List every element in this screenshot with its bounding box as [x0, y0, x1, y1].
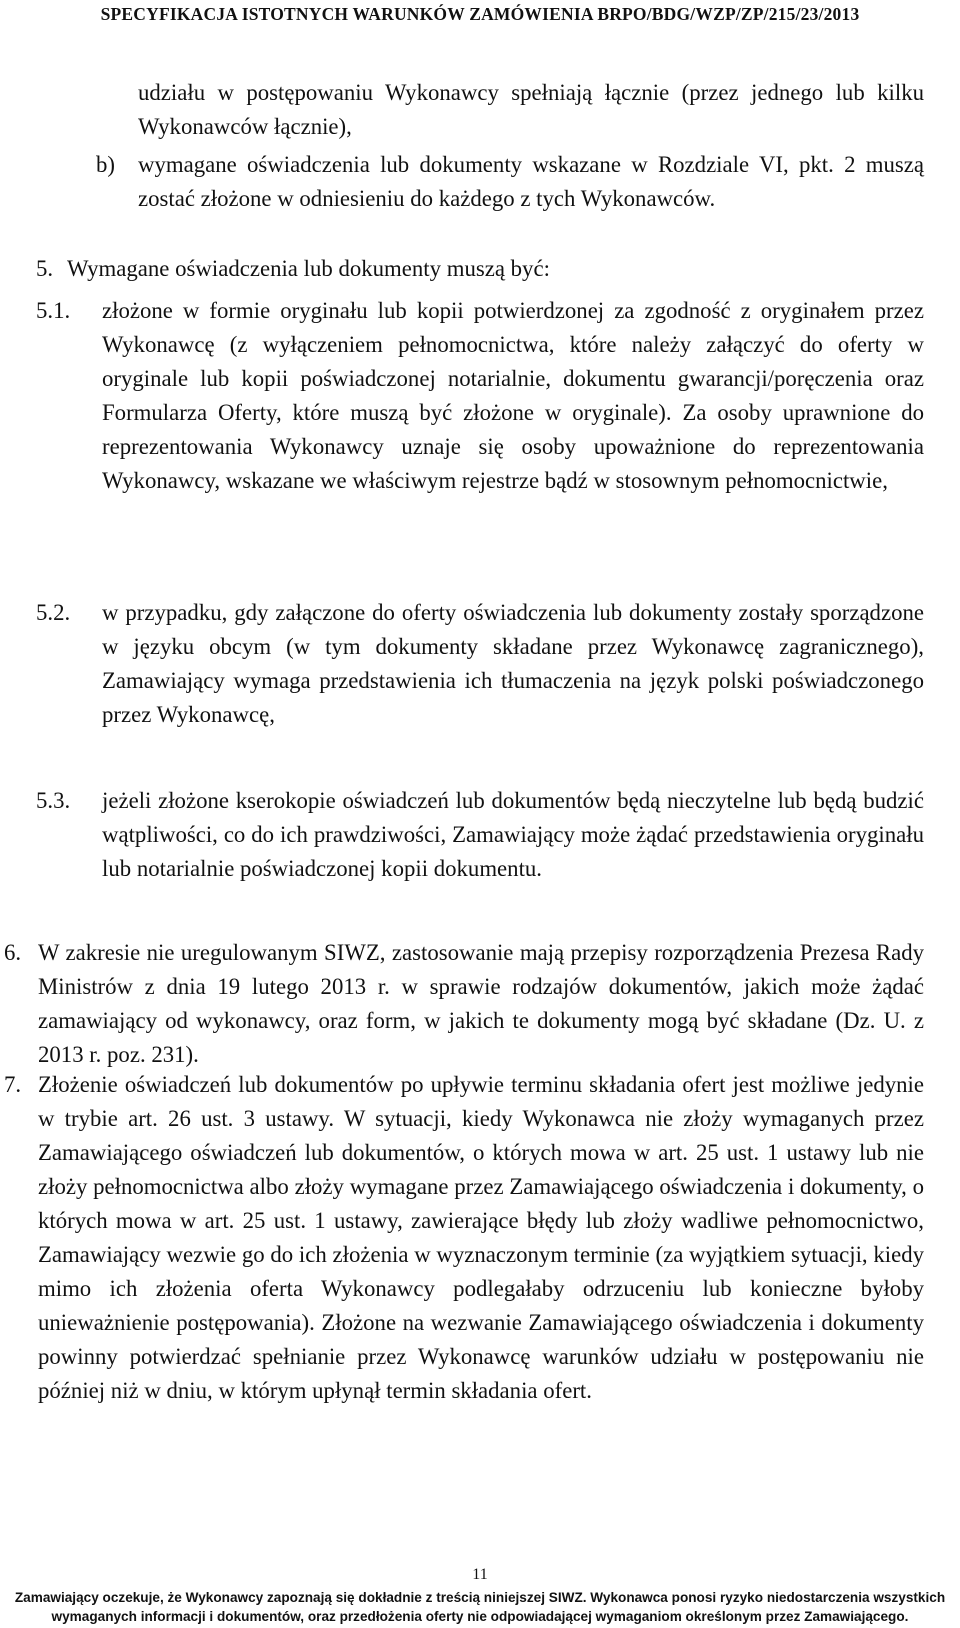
item-5-3-text: jeżeli złożone kserokopie oświadczeń lub dokumentów będą nieczytelne lub będą budzić wątpliwości, co do ich prawdziwości, Zamawiający może żądać przedstawienia oryginału lub notarialnie poświadczonej kopii dokumentu.	[102, 788, 924, 881]
item-b-text: wymagane oświadczenia lub dokumenty wskazane w Rozdziale VI, pkt. 2 muszą zostać złożone w odniesieniu do każdego z tych Wykonawców.	[138, 152, 924, 211]
item-5-text: Wymagane oświadczenia lub dokumenty muszą być:	[67, 256, 550, 281]
item-7-text: Złożenie oświadczeń lub dokumentów po upływie terminu składania ofert jest możliwe jedynie w trybie art. 26 ust. 3 ustawy. W sytuacji, kiedy Wykonawca nie złoży wymaganych przez Zamawiającego oświadczeń lub dokumentów, o których mowa w art. 25 ust. 1 ustawy lub nie złoży pełnomocnictwa albo złoży wymagane przez Zamawiającego oświadczenia i dokumenty, o których mowa w art. 25 ust. 1 ustawy, zawierające błędy lub złoży wadliwe pełnomocnictwo, Zamawiający wezwie go do ich złożenia w wyznaczonym terminie (za wyjątkiem sytuacji, kiedy mimo ich złożenia oferta Wykonawcy podlegałaby odrzuceniu lub konieczne byłoby unieważnienie postępowania). Złożone na wezwanie Zamawiającego oświadczenia i dokumenty powinny potwierdzać spełnianie przez Wykonawcę warunków udziału w postępowaniu nie później niż w dniu, w którym upłynął termin składania ofert.	[38, 1072, 924, 1403]
footer-line-2: wymaganych informacji i dokumentów, oraz przedłożenia oferty nie odpowiadającej wymaganiom określonym przez Zamawiającego.	[51, 1609, 909, 1624]
item-6-text: W zakresie nie uregulowanym SIWZ, zastosowanie mają przepisy rozporządzenia Prezesa Rady Ministrów z dnia 19 lutego 2013 r. w sprawie rodzajów dokumentów, jakich może żądać zamawiający od wykonawcy, oraz form, w jakich te dokumenty mogą być składane (Dz. U. z 2013 r. poz. 231).	[38, 940, 924, 1067]
item-5-2-label: 5.2.	[36, 600, 71, 625]
item-5-3-label: 5.3.	[36, 788, 71, 813]
document-header: SPECYFIKACJA ISTOTNYCH WARUNKÓW ZAMÓWIENIA BRPO/BDG/WZP/ZP/215/23/2013	[100, 4, 860, 24]
footer-notice	[0, 1588, 960, 1626]
item-5-label: 5.	[36, 256, 54, 281]
footer-line-1: Zamawiający oczekuje, że Wykonawcy zapoznają się dokładnie z treścią niniejszej SIWZ. Wykonawca ponosi ryzyko niedostarczenia wszystkich	[14, 1590, 946, 1605]
continuation-paragraph: udziału w postępowaniu Wykonawcy spełniają łącznie (przez jednego lub kilku Wykonawców łącznie),	[138, 80, 924, 139]
item-6-label: 6.	[4, 940, 22, 965]
item-b-label: b)	[96, 152, 115, 177]
item-5-1-text: złożone w formie oryginału lub kopii potwierdzonej za zgodność z oryginałem przez Wykonawcę (z wyłączeniem pełnomocnictwa, które należy załączyć do oferty w oryginale lub kopii poświadczonej notarialnie, dokumentu gwarancji/poręczenia oraz Formularza Oferty, które muszą być złożone w oryginale). Za osoby uprawnione do reprezentowania Wykonawcy uznaje się osoby upoważnione do reprezentowania Wykonawcy, wskazane we właściwym rejestrze bądź w stosownym pełnomocnictwie,	[102, 298, 924, 493]
item-5-2-text: w przypadku, gdy załączone do oferty oświadczenia lub dokumenty zostały sporządzone w języku obcym (w tym dokumenty składane przez Wykonawcę zagranicznego), Zamawiający wymaga przedstawienia ich tłumaczenia na język polski poświadczonego przez Wykonawcę,	[102, 600, 924, 727]
item-5-1-label: 5.1.	[36, 298, 71, 323]
item-7-label: 7.	[4, 1072, 22, 1097]
page-number: 11	[472, 1566, 488, 1583]
